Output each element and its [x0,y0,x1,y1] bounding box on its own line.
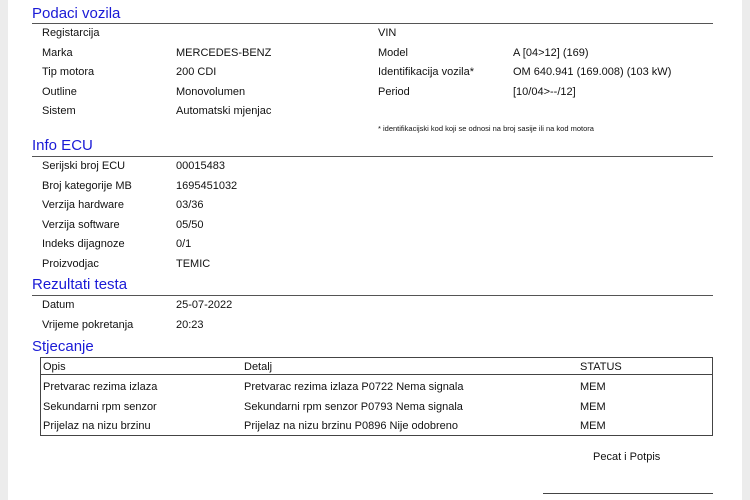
field-value: 0/1 [176,238,192,250]
fault-detail: Prijelaz na nizu brzinu P0896 Nije odobreno [244,420,459,432]
field-label: Proizvodjac [42,258,99,270]
field-value: 05/50 [176,219,204,231]
fault-status: MEM [580,420,606,432]
section-heading-faults: Stjecanje [32,338,94,355]
field-label: Vrijeme pokretanja [42,319,134,331]
field-label: Identifikacija vozila* [378,66,474,78]
field-value: 1695451032 [176,180,238,192]
field-label: Period [378,86,410,98]
field-label: Serijski broj ECU [42,160,126,172]
column-header-detalj: Detalj [244,361,273,373]
signature-label: Pecat i Potpis [593,451,661,463]
fault-detail: Pretvarac rezima izlaza P0722 Nema signala [244,381,464,393]
field-value: [10/04>--/12] [513,86,576,98]
field-value: TEMIC [176,258,211,270]
field-label: Sistem [42,105,76,117]
field-value: 00015483 [176,160,225,172]
field-value: 20:23 [176,319,204,331]
field-label: Outline [42,86,77,98]
field-value: MERCEDES-BENZ [176,47,272,59]
field-value: A [04>12] (169) [513,47,589,59]
footnote: * identifikacijski kod koji se odnosi na broj sasije ili na kod motora [378,124,594,133]
fault-description: Sekundarni rpm senzor [43,401,157,413]
table-header-divider [41,374,712,375]
column-header-opis: Opis [43,361,66,373]
field-label: Verzija software [42,219,120,231]
field-value: 25-07-2022 [176,299,233,311]
field-label: Broj kategorije MB [42,180,132,192]
fault-description: Pretvarac rezima izlaza [43,381,158,393]
field-value: OM 640.941 (169.008) (103 kW) [513,66,672,78]
section-divider [32,156,713,157]
section-heading-ecu: Info ECU [32,137,93,154]
field-label: Tip motora [42,66,95,78]
field-label: VIN [378,27,397,39]
section-heading-results: Rezultati testa [32,276,128,293]
field-value: Automatski mjenjac [176,105,272,117]
field-value: 03/36 [176,199,204,211]
field-label: Indeks dijagnoze [42,238,125,250]
field-label: Verzija hardware [42,199,124,211]
fault-detail: Sekundarni rpm senzor P0793 Nema signala [244,401,463,413]
section-heading-vehicle: Podaci vozila [32,5,121,22]
section-divider [32,23,713,24]
fault-status: MEM [580,401,606,413]
fault-description: Prijelaz na nizu brzinu [43,420,151,432]
field-label: Datum [42,299,75,311]
column-header-status: STATUS [580,361,622,373]
field-label: Registarcija [42,27,100,39]
field-label: Marka [42,47,73,59]
fault-status: MEM [580,381,606,393]
field-value: Monovolumen [176,86,246,98]
section-divider [32,295,713,296]
field-label: Model [378,47,408,59]
field-value: 200 CDI [176,66,217,78]
signature-line [543,493,713,494]
